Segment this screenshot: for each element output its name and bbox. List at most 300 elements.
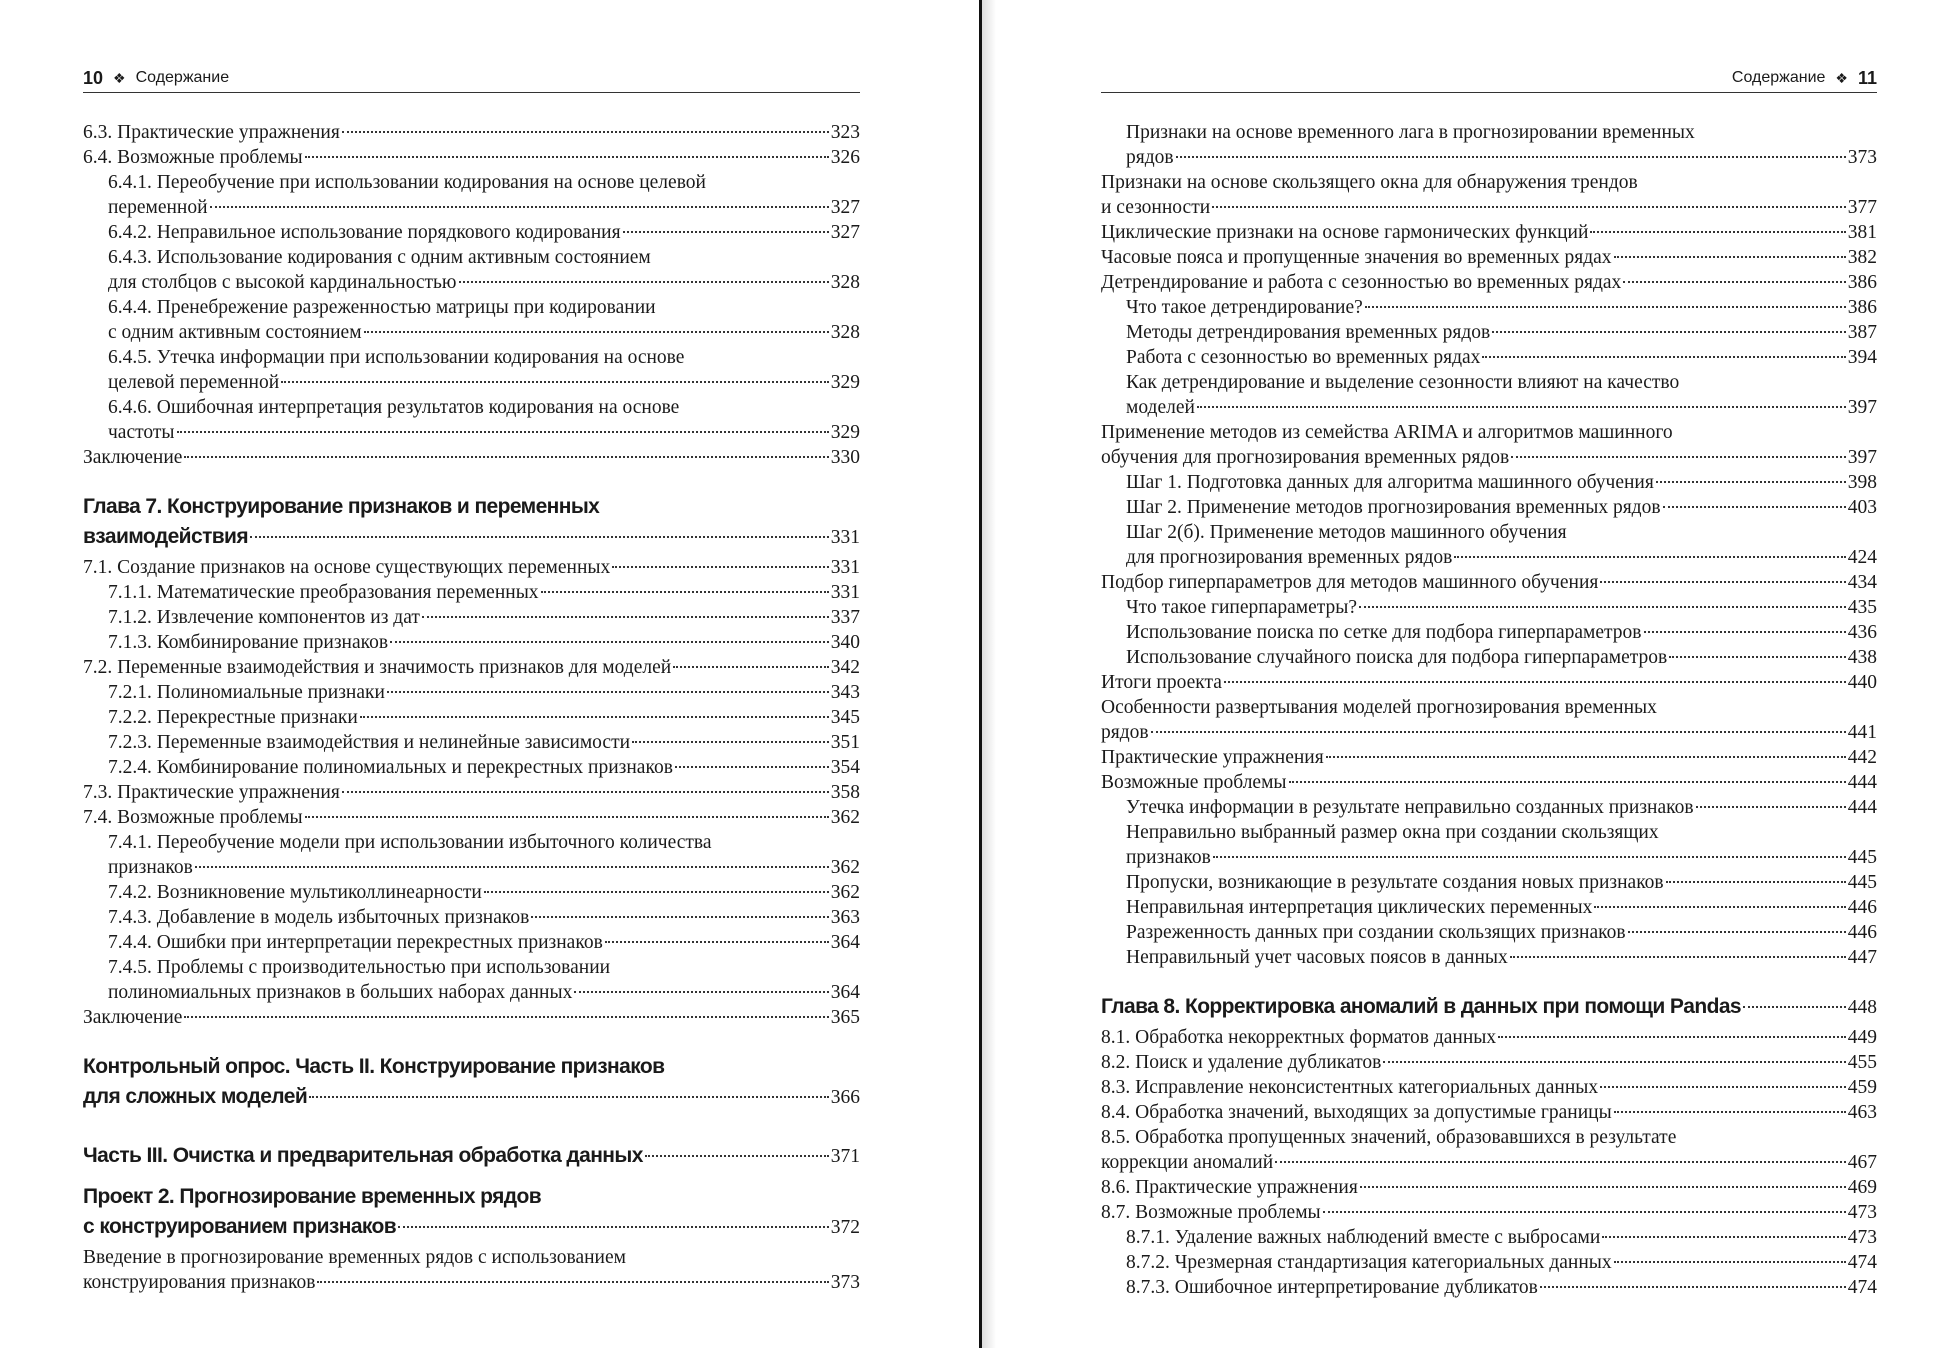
leader-dots — [210, 206, 829, 208]
toc-entry-title: Глава 7. Конструирование признаков и переменных — [83, 495, 600, 518]
toc-entry-line — [1101, 770, 1877, 795]
toc-entry-title: 7.1.1. Математические преобразования переменных — [108, 582, 539, 603]
toc-page-number: 387 — [1847, 322, 1877, 343]
toc-entry-line — [1101, 745, 1877, 770]
leader-dots — [1614, 1111, 1846, 1113]
toc-page-number: 446 — [1847, 922, 1877, 943]
toc-page-number: 469 — [1847, 1177, 1877, 1198]
toc-entry-line — [83, 445, 860, 470]
toc-entry — [1101, 1275, 1877, 1300]
toc-entry-line — [108, 905, 860, 930]
toc-entry — [1101, 1025, 1877, 1050]
leader-dots — [250, 536, 829, 538]
toc-entry — [1101, 320, 1877, 345]
toc-entry — [1101, 495, 1877, 520]
toc-page-number: 358 — [830, 782, 860, 803]
leader-dots — [1151, 731, 1846, 733]
toc-page-number: 448 — [1847, 997, 1877, 1018]
toc-entry — [1101, 470, 1877, 495]
leader-dots — [1176, 156, 1846, 158]
toc-entry — [83, 120, 860, 145]
toc-entry-title: 7.2. Переменные взаимодействия и значимость признаков для моделей — [83, 657, 672, 678]
toc-entry-title: 7.4.4. Ошибки при интерпретации перекрестных признаков — [108, 932, 603, 953]
toc-entry — [83, 605, 860, 630]
toc-page-number: 328 — [830, 272, 860, 293]
toc-entry-title: 6.4.5. Утечка информации при использовании кодирования на основе — [108, 347, 685, 368]
leader-dots — [1326, 756, 1846, 758]
toc-page-number: 323 — [830, 122, 860, 143]
leader-dots — [1666, 881, 1846, 883]
toc-chapter-heading — [83, 492, 860, 553]
toc-page-number: 343 — [830, 682, 860, 703]
toc-page-number: 366 — [830, 1087, 860, 1108]
leader-dots — [305, 156, 829, 158]
toc-page-number: 331 — [830, 527, 860, 548]
toc-entry-line — [83, 555, 860, 580]
toc-entry-line — [83, 1245, 860, 1270]
toc-entry-title: 8.7.1. Удаление важных наблюдений вместе с выбросами — [1126, 1227, 1601, 1248]
toc-entry — [83, 1005, 860, 1030]
toc-entry-line — [1126, 520, 1877, 545]
leader-dots — [1224, 681, 1846, 683]
toc-entry-line — [1101, 670, 1877, 695]
toc-page-number: 331 — [830, 582, 860, 603]
toc-entry-line — [1126, 595, 1877, 620]
toc-chapter-heading — [1101, 992, 1877, 1023]
toc-page-number: 444 — [1847, 772, 1877, 793]
toc-entry-line — [1101, 245, 1877, 270]
spine-shadow — [982, 0, 996, 1348]
toc-page-number: 394 — [1847, 347, 1877, 368]
toc-entry-line — [83, 522, 860, 553]
toc-entry-title: для прогнозирования временных рядов — [1126, 547, 1453, 568]
toc-entry-line — [1126, 620, 1877, 645]
toc-page-number: 329 — [830, 372, 860, 393]
toc-page-number: 403 — [1847, 497, 1877, 518]
toc-entry-title: для сложных моделей — [83, 1085, 308, 1108]
leader-dots — [1623, 281, 1845, 283]
toc-page-number: 467 — [1847, 1152, 1877, 1173]
toc-entry — [83, 395, 860, 445]
leader-dots — [1656, 481, 1846, 483]
toc-entry-line — [108, 830, 860, 855]
leader-dots — [1614, 256, 1846, 258]
toc-entry-line — [1126, 145, 1877, 170]
toc-entry-line — [1126, 345, 1877, 370]
toc-entry-line — [1126, 945, 1877, 970]
toc-entry-line — [83, 1052, 860, 1082]
toc-entry — [1101, 1075, 1877, 1100]
toc-page-number: 386 — [1847, 297, 1877, 318]
toc-entry-line — [83, 655, 860, 680]
toc-entry — [1101, 1250, 1877, 1275]
toc-entry-title: Подбор гиперпараметров для методов машинного обучения — [1101, 572, 1599, 593]
leader-dots — [387, 691, 829, 693]
toc-entry-line — [1126, 820, 1877, 845]
toc-entry-title: Практические упражнения — [1101, 747, 1324, 768]
leader-dots — [1600, 581, 1845, 583]
leader-dots — [1275, 1161, 1846, 1163]
toc-entry — [1101, 920, 1877, 945]
toc-entry — [1101, 595, 1877, 620]
toc-page-number: 438 — [1847, 647, 1877, 668]
toc-entry — [83, 805, 860, 830]
toc-entry — [1101, 220, 1877, 245]
leader-dots — [1628, 931, 1846, 933]
toc-page-number: 473 — [1847, 1202, 1877, 1223]
toc-entry-title: 7.2.2. Перекрестные признаки — [108, 707, 358, 728]
toc-entry-title: 6.4.3. Использование кодирования с одним активным состоянием — [108, 247, 651, 268]
toc-entry — [1101, 295, 1877, 320]
toc-page-number: 371 — [830, 1146, 860, 1167]
toc-entry-title: Методы детрендирования временных рядов — [1126, 322, 1491, 343]
leader-dots — [184, 456, 828, 458]
toc-entry-title: 8.2. Поиск и удаление дубликатов — [1101, 1052, 1382, 1073]
leader-dots — [541, 591, 829, 593]
leader-dots — [1663, 506, 1846, 508]
toc-entry — [83, 170, 860, 220]
toc-entry-line — [1101, 1100, 1877, 1125]
toc-entry-title: 7.4. Возможные проблемы — [83, 807, 303, 828]
toc-entry-title: 8.1. Обработка некорректных форматов данных — [1101, 1027, 1497, 1048]
toc-entry-line — [1101, 720, 1877, 745]
toc-page-number: 345 — [830, 707, 860, 728]
page-number: 11 — [1857, 67, 1877, 88]
toc-page-number: 474 — [1847, 1252, 1877, 1273]
toc-page-number: 455 — [1847, 1052, 1877, 1073]
toc-entry — [1101, 1050, 1877, 1075]
toc-page-number: 386 — [1847, 272, 1877, 293]
leader-dots — [484, 891, 829, 893]
toc-entry-title: Признаки на основе временного лага в прогнозировании временных — [1126, 122, 1695, 143]
leader-dots — [317, 1281, 828, 1283]
toc-entry-line — [108, 755, 860, 780]
toc-entry-title: 8.7. Возможные проблемы — [1101, 1202, 1321, 1223]
toc-page-number: 327 — [830, 197, 860, 218]
toc-page-number: 435 — [1847, 597, 1877, 618]
toc-entry — [1101, 1200, 1877, 1225]
ornament-icon: ❖ — [1835, 69, 1848, 86]
leader-dots — [459, 281, 829, 283]
toc-entry-title: с конструированием признаков — [83, 1215, 397, 1238]
toc-entry-title: 6.3. Практические упражнения — [83, 122, 340, 143]
toc-entry-title: Шаг 1. Подготовка данных для алгоритма машинного обучения — [1126, 472, 1654, 493]
leader-dots — [422, 616, 829, 618]
toc-entry-title: Неправильный учет часовых поясов в данных — [1126, 947, 1508, 968]
toc-page-number: 445 — [1847, 847, 1877, 868]
leader-dots — [1540, 1286, 1846, 1288]
toc-entry-line — [83, 1212, 860, 1243]
toc-entry-title: 8.4. Обработка значений, выходящих за допустимые границы — [1101, 1102, 1612, 1123]
toc-page-number: 377 — [1847, 197, 1877, 218]
toc-entry-title: Шаг 2(б). Применение методов машинного обучения — [1126, 522, 1567, 543]
toc-entry-line — [1126, 1275, 1877, 1300]
toc-entry-line — [1101, 695, 1877, 720]
toc-page-number: 444 — [1847, 797, 1877, 818]
toc-entry-title: Неправильная интерпретация циклических переменных — [1126, 897, 1593, 918]
leader-dots — [1669, 656, 1846, 658]
leader-dots — [531, 916, 828, 918]
toc-entry — [83, 220, 860, 245]
toc-entry-title: рядов — [1101, 722, 1149, 743]
toc-entry-line — [108, 170, 860, 195]
toc-entry — [1101, 245, 1877, 270]
leader-dots — [1213, 856, 1846, 858]
leader-dots — [1614, 1261, 1846, 1263]
toc-entry — [1101, 370, 1877, 420]
toc-entry-title: целевой переменной — [108, 372, 280, 393]
toc-entry-line — [1101, 170, 1877, 195]
toc-page-number: 424 — [1847, 547, 1877, 568]
leader-dots — [1454, 556, 1845, 558]
toc-entry — [83, 680, 860, 705]
toc-entry — [83, 445, 860, 470]
leader-dots — [1197, 406, 1846, 408]
toc-page-number: 382 — [1847, 247, 1877, 268]
toc-entry — [83, 555, 860, 580]
toc-entry-line — [108, 370, 860, 395]
leader-dots — [673, 666, 829, 668]
toc-entry-line — [1126, 545, 1877, 570]
toc-entry-line — [83, 492, 860, 522]
toc-entry-title: Использование случайного поиска для подбора гиперпараметров — [1126, 647, 1668, 668]
toc-entry-title: 7.1. Создание признаков на основе существующих переменных — [83, 557, 611, 578]
toc-entry-title: Проект 2. Прогнозирование временных рядов — [83, 1185, 542, 1208]
toc-entry-line — [1101, 420, 1877, 445]
leader-dots — [1492, 331, 1846, 333]
leader-dots — [1511, 456, 1846, 458]
toc-page-number: 440 — [1847, 672, 1877, 693]
leader-dots — [342, 791, 829, 793]
toc-entry-line — [1101, 1050, 1877, 1075]
toc-entry-line — [83, 1082, 860, 1113]
toc-entry — [1101, 820, 1877, 870]
toc-entry-title: Работа с сезонностью во временных рядах — [1126, 347, 1481, 368]
leader-dots — [390, 641, 829, 643]
toc-entry-title: переменной — [108, 197, 208, 218]
leader-dots — [1696, 806, 1846, 808]
toc-entry-title: 7.2.3. Переменные взаимодействия и нелинейные зависимости — [108, 732, 631, 753]
toc-page-number: 441 — [1847, 722, 1877, 743]
toc-entry-title: с одним активным состоянием — [108, 322, 362, 343]
toc-entry-title: Часовые пояса и пропущенные значения во временных рядах — [1101, 247, 1612, 268]
toc-entry-line — [108, 345, 860, 370]
toc-entry-title: коррекции аномалий — [1101, 1152, 1274, 1173]
leader-dots — [1360, 1186, 1846, 1188]
toc-page-number: 449 — [1847, 1027, 1877, 1048]
toc-entry-line — [108, 930, 860, 955]
toc-page-number: 363 — [830, 907, 860, 928]
toc-entry-title: конструирования признаков — [83, 1272, 316, 1293]
toc-entry — [1101, 420, 1877, 470]
leader-dots — [1383, 1061, 1845, 1063]
toc-entry-title: 8.7.2. Чрезмерная стандартизация категориальных данных — [1126, 1252, 1612, 1273]
toc-entry-title: 7.2.1. Полиномиальные признаки — [108, 682, 385, 703]
toc-entry-line — [83, 120, 860, 145]
leader-dots — [398, 1226, 829, 1228]
toc-entry-line — [108, 245, 860, 270]
toc-entry-title: Циклические признаки на основе гармонических функций — [1101, 222, 1589, 243]
toc-entry-line — [83, 145, 860, 170]
toc-entry-title: рядов — [1126, 147, 1174, 168]
toc-entry — [1101, 795, 1877, 820]
toc-entry-title: признаков — [1126, 847, 1211, 868]
toc-page-number: 447 — [1847, 947, 1877, 968]
toc-entry-title: 6.4. Возможные проблемы — [83, 147, 303, 168]
leader-dots — [1510, 956, 1846, 958]
toc-entry-line — [83, 1005, 860, 1030]
toc-page-number: 446 — [1847, 897, 1877, 918]
toc-entry-line — [83, 1270, 860, 1295]
toc-project-heading — [83, 1182, 860, 1243]
toc-entry — [1101, 270, 1877, 295]
toc-entry-title: полиномиальных признаков в больших наборах данных — [108, 982, 573, 1003]
toc-entry-title: Детрендирование и работа с сезонностью во временных рядах — [1101, 272, 1622, 293]
toc-page-number: 337 — [830, 607, 860, 628]
toc-entry-line — [1126, 1225, 1877, 1250]
toc-entry — [1101, 770, 1877, 795]
toc-entry-line — [1101, 1150, 1877, 1175]
toc-entry-line — [1126, 120, 1877, 145]
toc-entry — [1101, 945, 1877, 970]
toc-entry — [1101, 570, 1877, 595]
toc-entry-title: Возможные проблемы — [1101, 772, 1287, 793]
leader-dots — [574, 991, 828, 993]
toc-entry-line — [1101, 570, 1877, 595]
toc-entry-line — [108, 630, 860, 655]
toc-entry — [83, 955, 860, 1005]
toc-page-number: 364 — [830, 982, 860, 1003]
toc-entry — [1101, 120, 1877, 170]
leader-dots — [195, 866, 829, 868]
toc-entry — [1101, 870, 1877, 895]
toc-entry-line — [1101, 270, 1877, 295]
toc-entry-line — [108, 955, 860, 980]
toc-page-number: 362 — [830, 882, 860, 903]
toc-entry-title: 7.4.5. Проблемы с производительностью при использовании — [108, 957, 611, 978]
leader-dots — [281, 381, 829, 383]
toc-entry-title: Заключение — [83, 1007, 183, 1028]
toc-entry-line — [108, 270, 860, 295]
toc-entry-title: 7.1.2. Извлечение компонентов из дат — [108, 607, 420, 628]
leader-dots — [360, 716, 829, 718]
toc-entry-line — [108, 855, 860, 880]
toc-page-number: 362 — [830, 857, 860, 878]
toc-entry-title: Шаг 2. Применение методов прогнозирования временных рядов — [1126, 497, 1661, 518]
toc-page-number: 365 — [830, 1007, 860, 1028]
toc-entry — [83, 345, 860, 395]
toc-page-number: 436 — [1847, 622, 1877, 643]
leader-dots — [1600, 1086, 1846, 1088]
toc-page-number: 397 — [1847, 397, 1877, 418]
toc-part-heading — [83, 1052, 860, 1113]
toc-entry-title: 8.6. Практические упражнения — [1101, 1177, 1358, 1198]
toc-entry-title: Неправильно выбранный размер окна при создании скользящих — [1126, 822, 1659, 843]
toc-entry-line — [108, 680, 860, 705]
left-page — [83, 0, 860, 1348]
toc-entry-title: Особенности развертывания моделей прогнозирования временных — [1101, 697, 1657, 718]
page-header — [83, 64, 860, 93]
toc-entry-line — [1126, 470, 1877, 495]
toc-entry-line — [1126, 845, 1877, 870]
toc-entry-title: Глава 8. Корректировка аномалий в данных при помощи Pandas — [1101, 995, 1741, 1018]
toc-entry — [83, 780, 860, 805]
toc-entry — [1101, 695, 1877, 745]
toc-entry-line — [1101, 1025, 1877, 1050]
toc-page-number: 372 — [830, 1217, 860, 1238]
toc-entry-line — [1101, 1200, 1877, 1225]
toc-entry-title: Пропуски, возникающие в результате создания новых признаков — [1126, 872, 1664, 893]
toc-page-number: 373 — [830, 1272, 860, 1293]
toc-page-number: 373 — [1847, 147, 1877, 168]
toc-entry-line — [108, 880, 860, 905]
leader-dots — [623, 231, 829, 233]
toc-entry — [83, 145, 860, 170]
toc-entry — [1101, 1225, 1877, 1250]
right-page — [1101, 0, 1877, 1348]
toc-entry-line — [1126, 645, 1877, 670]
toc-page-number: 397 — [1847, 447, 1877, 468]
toc-entry — [1101, 345, 1877, 370]
toc-list — [83, 120, 860, 1295]
toc-entry-line — [1101, 445, 1877, 470]
leader-dots — [1323, 1211, 1846, 1213]
toc-entry-title: 7.4.1. Переобучение модели при использовании избыточного количества — [108, 832, 712, 853]
toc-entry-line — [1101, 195, 1877, 220]
leader-dots — [632, 741, 829, 743]
toc-entry-line — [1126, 795, 1877, 820]
toc-entry-title: 6.4.4. Пренебрежение разреженностью матрицы при кодировании — [108, 297, 656, 318]
toc-entry-line — [108, 705, 860, 730]
toc-entry-line — [108, 295, 860, 320]
toc-entry — [1101, 895, 1877, 920]
toc-page-number: 463 — [1847, 1102, 1877, 1123]
ornament-icon: ❖ — [113, 69, 126, 86]
leader-dots — [342, 131, 829, 133]
toc-page-number: 398 — [1847, 472, 1877, 493]
leader-dots — [1743, 1006, 1846, 1008]
toc-entry-line — [1126, 295, 1877, 320]
toc-entry-title: Утечка информации в результате неправильно созданных признаков — [1126, 797, 1694, 818]
toc-entry-line — [108, 395, 860, 420]
toc-entry-title: 7.4.2. Возникновение мультиколлинеарности — [108, 882, 482, 903]
toc-page-number: 362 — [830, 807, 860, 828]
toc-entry-title: 6.4.2. Неправильное использование порядкового кодирования — [108, 222, 621, 243]
leader-dots — [1289, 781, 1846, 783]
toc-entry — [83, 905, 860, 930]
toc-page-number: 330 — [830, 447, 860, 468]
leader-dots — [1482, 356, 1845, 358]
toc-entry-title: 8.5. Обработка пропущенных значений, образовавшихся в результате — [1101, 1127, 1677, 1148]
toc-entry-title: Применение методов из семейства ARIMA и алгоритмов машинного — [1101, 422, 1673, 443]
toc-entry-title: Введение в прогнозирование временных рядов с использованием — [83, 1247, 626, 1268]
toc-entry-title: и сезонности — [1101, 197, 1211, 218]
leader-dots — [612, 566, 829, 568]
toc-page-number: 327 — [830, 222, 860, 243]
leader-dots — [605, 941, 829, 943]
toc-page-number: 473 — [1847, 1227, 1877, 1248]
toc-entry-line — [83, 805, 860, 830]
toc-page-number: 364 — [830, 932, 860, 953]
toc-entry-line — [108, 730, 860, 755]
toc-entry-title: Как детрендирование и выделение сезонности влияют на качество — [1126, 372, 1680, 393]
toc-entry-line — [1101, 220, 1877, 245]
leader-dots — [1498, 1036, 1846, 1038]
leader-dots — [1359, 606, 1846, 608]
toc-entry-line — [1126, 920, 1877, 945]
toc-entry-line — [1126, 895, 1877, 920]
toc-page-number: 381 — [1847, 222, 1877, 243]
